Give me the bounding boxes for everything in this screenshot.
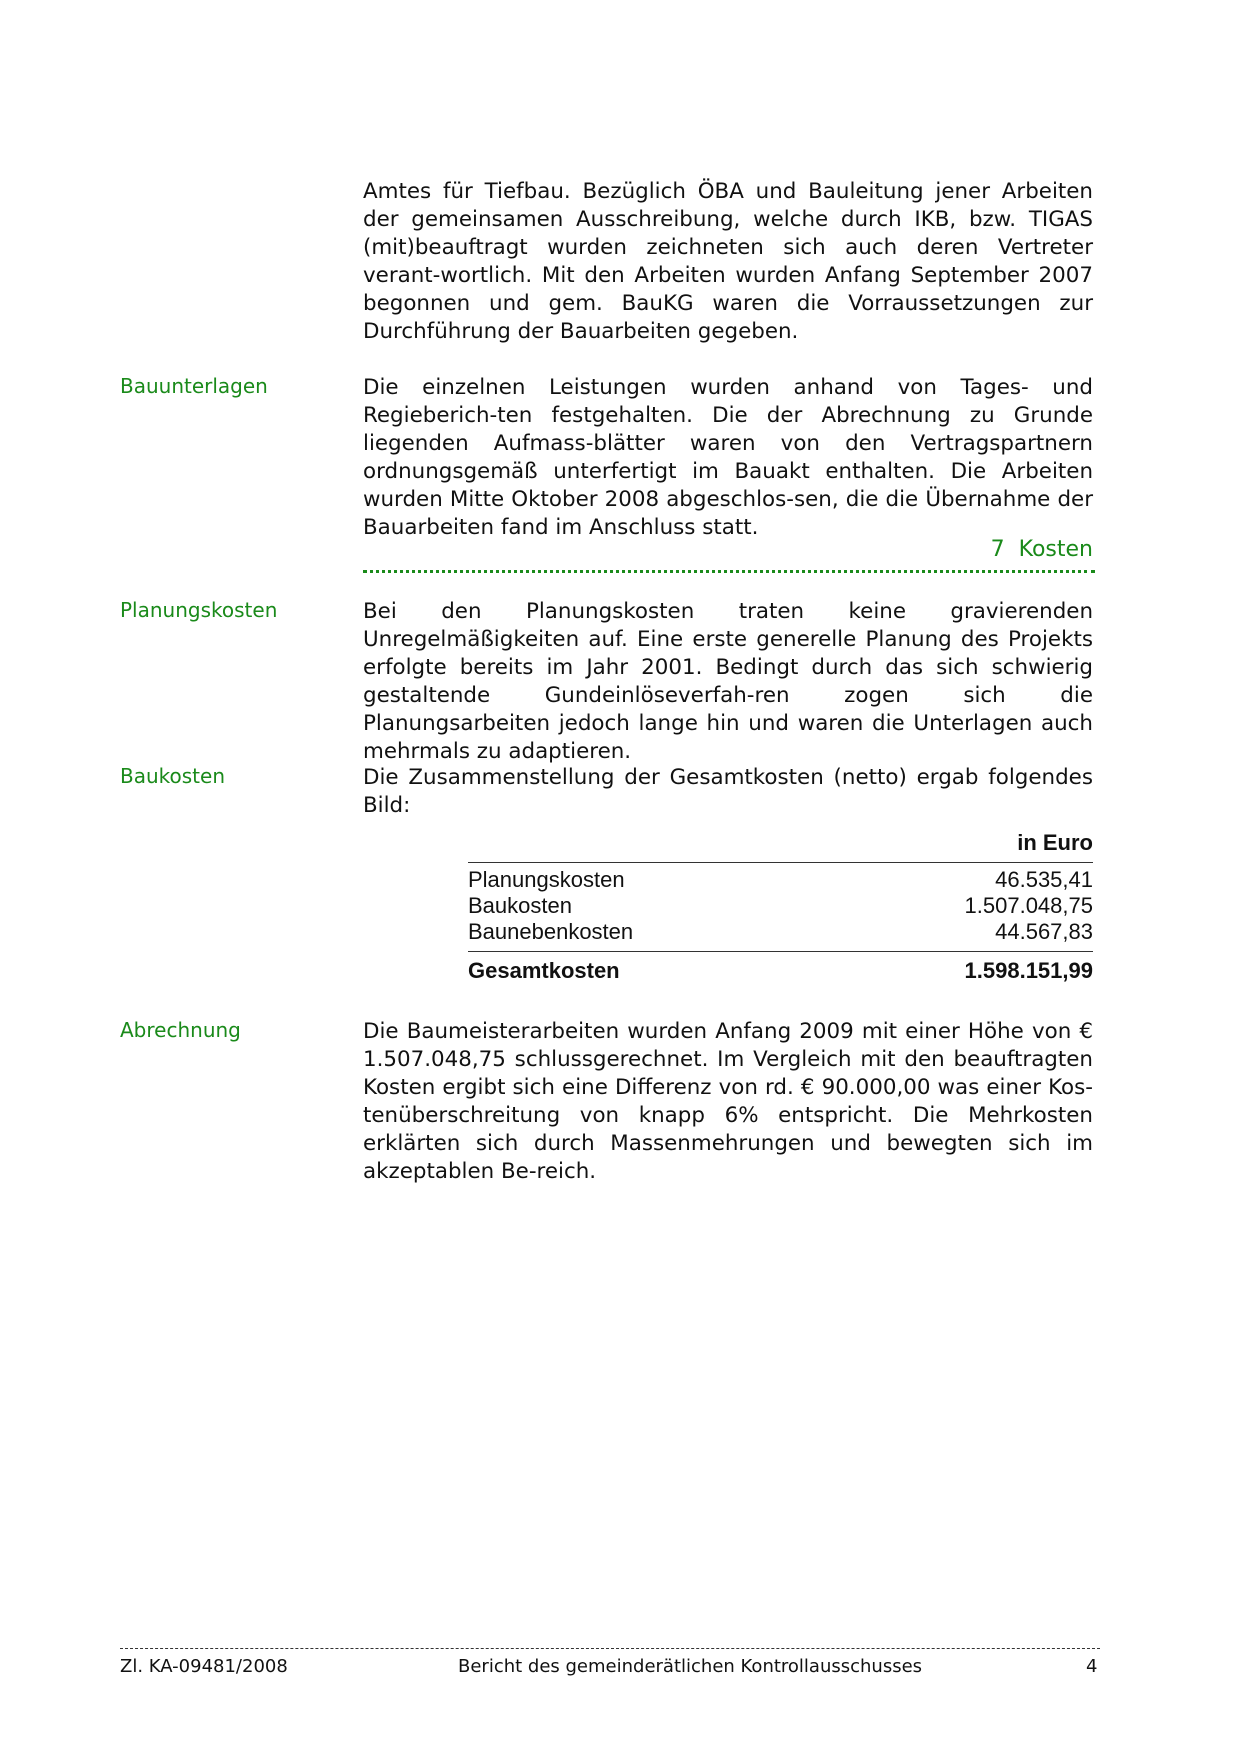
section-title: Kosten bbox=[1018, 537, 1093, 562]
paragraph-bauunterlagen: Die einzelnen Leistungen wurden anhand von Tages- und Regieberich-ten festgehalten. Die der Abrechnung zu Grunde liegenden Aufmass-blätter waren von den Vertragspartnern ordnungsgemäß unterfertigt im Bauakt enthalten. Die Arbeiten wurden Mitte Oktober 2008 abgeschlos-sen, die die Übernahme der Bauarbeiten fand im Anschluss statt. bbox=[363, 375, 1093, 540]
row-label: Planungskosten bbox=[468, 867, 625, 892]
paragraph-planungskosten: Bei den Planungskosten traten keine gravierenden Unregelmäßigkeiten auf. Eine erste generelle Planung des Projekts erfolgte bereits im Jahr 2001. Bedingt durch das sich schwierig gestaltende Gundeinlöseverfah-ren zogen sich die Planungsarbeiten jedoch lange hin und waren die Unterlagen auch mehrmals zu adaptieren. bbox=[363, 599, 1093, 764]
section-divider bbox=[363, 570, 1095, 573]
margin-label-bauunterlagen: Bauunterlagen bbox=[120, 374, 268, 398]
total-value: 1.598.151,99 bbox=[964, 958, 1093, 983]
total-label: Gesamtkosten bbox=[468, 958, 620, 983]
row-label: Baukosten bbox=[468, 893, 572, 918]
table-row bbox=[468, 919, 1093, 945]
table-row bbox=[468, 893, 1093, 919]
margin-label-planungskosten: Planungskosten bbox=[120, 598, 278, 622]
row-value: 44.567,83 bbox=[995, 919, 1093, 944]
row-label: Baunebenkosten bbox=[468, 919, 634, 944]
section-heading bbox=[363, 536, 1093, 564]
margin-label-baukosten: Baukosten bbox=[120, 764, 225, 788]
cost-table-header: in Euro bbox=[468, 828, 1093, 863]
footer-title: Bericht des gemeinderätlichen Kontrollausschusses bbox=[458, 1656, 923, 1677]
page-number: 4 bbox=[1086, 1656, 1098, 1677]
paragraph-abrechnung: Die Baumeisterarbeiten wurden Anfang 2009 mit einer Höhe von € 1.507.048,75 schlussgerechnet. Im Vergleich mit den beauftragten Kosten ergibt sich eine Differenz von rd. € 90.000,00 was einer Kos-tenüberschreitung von knapp 6% entspricht. Die Mehrkosten erklärten sich durch Massenmehrungen und bewegten sich im akzeptablen Be-reich. bbox=[363, 1019, 1093, 1184]
section-number: 7 bbox=[990, 537, 1005, 562]
cost-table bbox=[468, 828, 1093, 986]
paragraph-baukosten: Die Zusammenstellung der Gesamtkosten (netto) ergab folgendes Bild: bbox=[363, 765, 1093, 818]
paragraph-intro: Amtes für Tiefbau. Bezüglich ÖBA und Bauleitung jener Arbeiten der gemeinsamen Ausschreibung, welche durch IKB, bzw. TIGAS (mit)beauftragt wurden zeichneten sich auch deren Vertreter verant-wortlich. Mit den Arbeiten wurden Anfang September 2007 begonnen und gem. BauKG waren die Vorraussetzungen zur Durchführung der Bauarbeiten gegeben. bbox=[363, 179, 1093, 344]
table-row bbox=[468, 867, 1093, 893]
footer-divider bbox=[120, 1648, 1100, 1649]
table-total-row bbox=[468, 951, 1093, 986]
row-value: 1.507.048,75 bbox=[964, 893, 1093, 918]
footer-reference: Zl. KA-09481/2008 bbox=[120, 1656, 288, 1677]
row-value: 46.535,41 bbox=[995, 867, 1093, 892]
margin-label-abrechnung: Abrechnung bbox=[120, 1018, 241, 1042]
